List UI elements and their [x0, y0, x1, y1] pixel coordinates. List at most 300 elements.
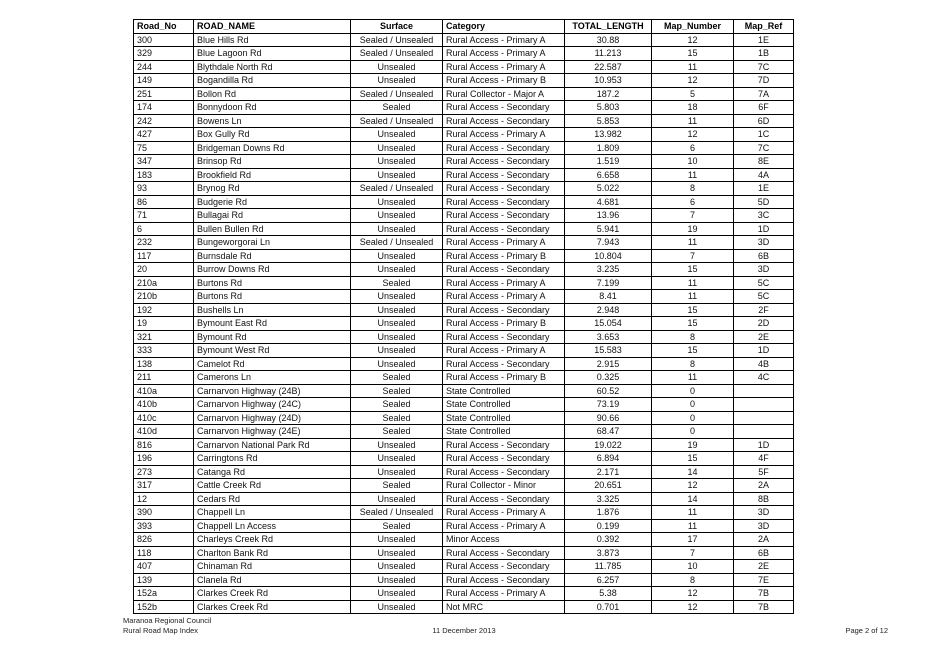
cell-map_ref: 2D [734, 317, 794, 331]
cell-road_no: 152a [134, 587, 194, 601]
cell-road_name: Charlton Bank Rd [194, 546, 351, 560]
cell-road_name: Budgerie Rd [194, 195, 351, 209]
cell-map_ref: 6B [734, 546, 794, 560]
road-index-table [133, 19, 794, 614]
table-row [134, 47, 794, 61]
cell-category: Rural Access - Primary A [443, 506, 565, 520]
cell-category: Rural Access - Secondary [443, 330, 565, 344]
cell-category: State Controlled [443, 411, 565, 425]
cell-category: Rural Access - Primary A [443, 519, 565, 533]
table-row [134, 249, 794, 263]
cell-map_number: 6 [652, 141, 734, 155]
cell-total_length: 90.66 [565, 411, 652, 425]
table-row [134, 236, 794, 250]
table-row [134, 33, 794, 47]
cell-road_name: Bymount West Rd [194, 344, 351, 358]
cell-map_ref: 2A [734, 533, 794, 547]
table-row [134, 371, 794, 385]
cell-road_name: Chappell Ln [194, 506, 351, 520]
cell-total_length: 11.785 [565, 560, 652, 574]
column-header-road_name: ROAD_NAME [194, 20, 351, 34]
cell-road_name: Clarkes Creek Rd [194, 587, 351, 601]
cell-road_no: 149 [134, 74, 194, 88]
table-row [134, 465, 794, 479]
cell-surface: Unsealed [351, 317, 443, 331]
cell-road_name: Carnarvon Highway (24E) [194, 425, 351, 439]
cell-map_number: 11 [652, 371, 734, 385]
cell-road_name: Charleys Creek Rd [194, 533, 351, 547]
cell-total_length: 1.876 [565, 506, 652, 520]
cell-road_no: 196 [134, 452, 194, 466]
cell-total_length: 0.325 [565, 371, 652, 385]
cell-map_number: 5 [652, 87, 734, 101]
cell-road_no: 183 [134, 168, 194, 182]
table-row [134, 560, 794, 574]
cell-category: Rural Access - Secondary [443, 438, 565, 452]
cell-surface: Sealed / Unsealed [351, 33, 443, 47]
cell-road_name: Cedars Rd [194, 492, 351, 506]
cell-map_ref: 1E [734, 182, 794, 196]
cell-surface: Sealed / Unsealed [351, 87, 443, 101]
cell-road_name: Burnsdale Rd [194, 249, 351, 263]
cell-map_number: 11 [652, 290, 734, 304]
cell-map_number: 12 [652, 587, 734, 601]
cell-map_number: 11 [652, 114, 734, 128]
cell-category: Rural Access - Secondary [443, 452, 565, 466]
cell-map_number: 11 [652, 506, 734, 520]
cell-road_name: Carnarvon Highway (24B) [194, 384, 351, 398]
cell-map_number: 8 [652, 182, 734, 196]
cell-total_length: 7.199 [565, 276, 652, 290]
cell-road_name: Blue Hills Rd [194, 33, 351, 47]
table-row [134, 438, 794, 452]
cell-surface: Unsealed [351, 492, 443, 506]
cell-road_name: Brinsop Rd [194, 155, 351, 169]
cell-road_no: 210b [134, 290, 194, 304]
table-row [134, 479, 794, 493]
cell-category: Rural Access - Primary A [443, 276, 565, 290]
cell-map_number: 7 [652, 546, 734, 560]
table-row [134, 101, 794, 115]
cell-category: Rural Access - Secondary [443, 573, 565, 587]
cell-map_ref: 5C [734, 290, 794, 304]
cell-road_no: 138 [134, 357, 194, 371]
table-row [134, 587, 794, 601]
cell-map_number: 11 [652, 60, 734, 74]
table-row [134, 155, 794, 169]
cell-road_no: 826 [134, 533, 194, 547]
cell-road_no: 117 [134, 249, 194, 263]
cell-road_no: 232 [134, 236, 194, 250]
cell-map_ref: 7C [734, 141, 794, 155]
cell-surface: Sealed / Unsealed [351, 47, 443, 61]
cell-map_ref: 7B [734, 600, 794, 614]
cell-surface: Sealed / Unsealed [351, 114, 443, 128]
cell-map_number: 11 [652, 276, 734, 290]
cell-total_length: 3.653 [565, 330, 652, 344]
cell-surface: Sealed [351, 398, 443, 412]
cell-map_ref: 3D [734, 263, 794, 277]
cell-map_number: 14 [652, 465, 734, 479]
cell-category: Rural Access - Secondary [443, 222, 565, 236]
cell-total_length: 5.941 [565, 222, 652, 236]
cell-map_number: 6 [652, 195, 734, 209]
cell-map_ref: 4C [734, 371, 794, 385]
table-row [134, 573, 794, 587]
footer-org-name: Maranoa Regional Council [123, 616, 212, 625]
cell-road_no: 192 [134, 303, 194, 317]
cell-total_length: 5.853 [565, 114, 652, 128]
cell-category: Rural Access - Secondary [443, 465, 565, 479]
table-row [134, 290, 794, 304]
cell-surface: Sealed [351, 371, 443, 385]
cell-map_ref: 6B [734, 249, 794, 263]
cell-surface: Unsealed [351, 573, 443, 587]
cell-surface: Sealed [351, 411, 443, 425]
cell-map_number: 12 [652, 33, 734, 47]
table-row [134, 114, 794, 128]
cell-road_name: Cattle Creek Rd [194, 479, 351, 493]
cell-category: Rural Access - Primary A [443, 290, 565, 304]
cell-category: Rural Access - Secondary [443, 182, 565, 196]
cell-category: Rural Collector - Major A [443, 87, 565, 101]
cell-map_ref: 7E [734, 573, 794, 587]
column-header-map_number: Map_Number [652, 20, 734, 34]
cell-surface: Unsealed [351, 587, 443, 601]
cell-map_ref: 8B [734, 492, 794, 506]
cell-road_name: Carnarvon Highway (24D) [194, 411, 351, 425]
cell-surface: Unsealed [351, 155, 443, 169]
table-row [134, 317, 794, 331]
cell-map_number: 11 [652, 236, 734, 250]
cell-map_number: 0 [652, 384, 734, 398]
cell-surface: Unsealed [351, 560, 443, 574]
cell-map_number: 8 [652, 573, 734, 587]
cell-surface: Unsealed [351, 600, 443, 614]
cell-road_no: 410b [134, 398, 194, 412]
cell-total_length: 8.41 [565, 290, 652, 304]
table-row [134, 411, 794, 425]
cell-map_ref: 2A [734, 479, 794, 493]
cell-road_no: 244 [134, 60, 194, 74]
cell-total_length: 6.658 [565, 168, 652, 182]
cell-road_name: Bridgeman Downs Rd [194, 141, 351, 155]
cell-total_length: 0.701 [565, 600, 652, 614]
footer-date: 11 December 2013 [432, 626, 496, 635]
cell-road_no: 427 [134, 128, 194, 142]
cell-map_ref: 7D [734, 74, 794, 88]
cell-surface: Unsealed [351, 60, 443, 74]
cell-road_name: Brookfield Rd [194, 168, 351, 182]
cell-category: Rural Access - Secondary [443, 492, 565, 506]
cell-category: Rural Access - Primary A [443, 587, 565, 601]
cell-road_no: 333 [134, 344, 194, 358]
cell-map_number: 10 [652, 155, 734, 169]
cell-map_number: 18 [652, 101, 734, 115]
column-header-road_no: Road_No [134, 20, 194, 34]
cell-total_length: 73.19 [565, 398, 652, 412]
cell-road_name: Bullagai Rd [194, 209, 351, 223]
cell-total_length: 0.392 [565, 533, 652, 547]
cell-map_ref: 8E [734, 155, 794, 169]
cell-map_number: 0 [652, 398, 734, 412]
cell-category: Rural Access - Secondary [443, 155, 565, 169]
cell-category: Rural Access - Primary B [443, 74, 565, 88]
table-row [134, 263, 794, 277]
cell-road_name: Bymount East Rd [194, 317, 351, 331]
cell-map_number: 12 [652, 128, 734, 142]
table-body [134, 33, 794, 614]
cell-total_length: 20.651 [565, 479, 652, 493]
cell-map_number: 0 [652, 411, 734, 425]
cell-map_number: 11 [652, 168, 734, 182]
table-row [134, 87, 794, 101]
cell-total_length: 0.199 [565, 519, 652, 533]
table-row [134, 533, 794, 547]
cell-road_no: 211 [134, 371, 194, 385]
cell-surface: Unsealed [351, 357, 443, 371]
cell-surface: Unsealed [351, 330, 443, 344]
table-row [134, 506, 794, 520]
cell-surface: Unsealed [351, 452, 443, 466]
cell-surface: Sealed / Unsealed [351, 506, 443, 520]
cell-category: Rural Access - Secondary [443, 560, 565, 574]
cell-total_length: 15.583 [565, 344, 652, 358]
cell-map_ref: 5D [734, 195, 794, 209]
cell-road_name: Bullen Bullen Rd [194, 222, 351, 236]
cell-category: Rural Access - Secondary [443, 114, 565, 128]
cell-road_no: 86 [134, 195, 194, 209]
cell-map_ref: 1D [734, 344, 794, 358]
cell-total_length: 187.2 [565, 87, 652, 101]
cell-map_ref: 6D [734, 114, 794, 128]
cell-category: Rural Access - Primary A [443, 344, 565, 358]
cell-map_number: 0 [652, 425, 734, 439]
cell-road_name: Bollon Rd [194, 87, 351, 101]
cell-map_number: 7 [652, 209, 734, 223]
cell-category: Rural Access - Secondary [443, 357, 565, 371]
cell-road_name: Bushells Ln [194, 303, 351, 317]
cell-surface: Sealed [351, 276, 443, 290]
column-header-surface: Surface [351, 20, 443, 34]
table-row [134, 600, 794, 614]
cell-total_length: 60.52 [565, 384, 652, 398]
cell-map_ref: 7B [734, 587, 794, 601]
cell-road_name: Chinaman Rd [194, 560, 351, 574]
cell-map_ref [734, 398, 794, 412]
cell-map_number: 12 [652, 479, 734, 493]
cell-road_no: 19 [134, 317, 194, 331]
cell-road_no: 93 [134, 182, 194, 196]
cell-road_name: Clarkes Creek Rd [194, 600, 351, 614]
cell-total_length: 13.982 [565, 128, 652, 142]
cell-category: Not MRC [443, 600, 565, 614]
cell-total_length: 5.803 [565, 101, 652, 115]
cell-road_no: 393 [134, 519, 194, 533]
table-row [134, 425, 794, 439]
cell-map_number: 19 [652, 222, 734, 236]
cell-surface: Unsealed [351, 74, 443, 88]
cell-road_no: 317 [134, 479, 194, 493]
cell-road_name: Bonnydoon Rd [194, 101, 351, 115]
cell-road_no: 210a [134, 276, 194, 290]
table-row [134, 209, 794, 223]
cell-map_ref: 1C [734, 128, 794, 142]
cell-map_number: 15 [652, 263, 734, 277]
cell-road_no: 390 [134, 506, 194, 520]
column-header-total_length: TOTAL_LENGTH [565, 20, 652, 34]
cell-total_length: 30.88 [565, 33, 652, 47]
cell-category: Rural Collector - Minor [443, 479, 565, 493]
table-header-row [134, 20, 794, 34]
cell-road_name: Catanga Rd [194, 465, 351, 479]
cell-surface: Sealed [351, 101, 443, 115]
table-row [134, 276, 794, 290]
cell-map_ref: 6F [734, 101, 794, 115]
cell-road_name: Camerons Ln [194, 371, 351, 385]
cell-road_name: Burtons Rd [194, 276, 351, 290]
cell-total_length: 11.213 [565, 47, 652, 61]
cell-category: Rural Access - Primary A [443, 33, 565, 47]
footer-page-number: Page 2 of 12 [845, 626, 888, 635]
cell-map_ref: 5C [734, 276, 794, 290]
cell-map_ref: 5F [734, 465, 794, 479]
cell-map_ref: 3D [734, 519, 794, 533]
table-row [134, 141, 794, 155]
cell-map_number: 8 [652, 357, 734, 371]
cell-surface: Unsealed [351, 128, 443, 142]
table-row [134, 519, 794, 533]
cell-total_length: 10.804 [565, 249, 652, 263]
cell-category: Minor Access [443, 533, 565, 547]
cell-road_name: Bogandilla Rd [194, 74, 351, 88]
cell-map_ref: 3D [734, 506, 794, 520]
cell-category: Rural Access - Primary A [443, 236, 565, 250]
table-row [134, 182, 794, 196]
cell-road_name: Box Gully Rd [194, 128, 351, 142]
cell-road_name: Burrow Downs Rd [194, 263, 351, 277]
cell-total_length: 3.235 [565, 263, 652, 277]
cell-map_number: 19 [652, 438, 734, 452]
footer-doc-name: Rural Road Map Index [123, 626, 199, 635]
cell-map_number: 15 [652, 303, 734, 317]
cell-total_length: 7.943 [565, 236, 652, 250]
cell-total_length: 3.873 [565, 546, 652, 560]
cell-map_number: 14 [652, 492, 734, 506]
cell-total_length: 2.171 [565, 465, 652, 479]
table-row [134, 384, 794, 398]
cell-map_ref: 4B [734, 357, 794, 371]
cell-surface: Unsealed [351, 533, 443, 547]
cell-map_ref: 2E [734, 330, 794, 344]
cell-map_ref: 3D [734, 236, 794, 250]
cell-map_ref: 2E [734, 560, 794, 574]
cell-map_ref: 1D [734, 438, 794, 452]
cell-surface: Unsealed [351, 438, 443, 452]
cell-total_length: 4.681 [565, 195, 652, 209]
cell-category: Rural Access - Secondary [443, 263, 565, 277]
cell-total_length: 3.325 [565, 492, 652, 506]
cell-road_name: Blythdale North Rd [194, 60, 351, 74]
cell-total_length: 1.519 [565, 155, 652, 169]
cell-road_name: Carringtons Rd [194, 452, 351, 466]
table-row [134, 303, 794, 317]
cell-map_ref: 7A [734, 87, 794, 101]
cell-category: State Controlled [443, 384, 565, 398]
cell-road_no: 75 [134, 141, 194, 155]
cell-surface: Sealed / Unsealed [351, 182, 443, 196]
cell-category: Rural Access - Primary A [443, 47, 565, 61]
cell-road_name: Camelot Rd [194, 357, 351, 371]
cell-road_no: 118 [134, 546, 194, 560]
cell-map_ref: 4A [734, 168, 794, 182]
table-row [134, 344, 794, 358]
cell-road_no: 12 [134, 492, 194, 506]
cell-category: Rural Access - Secondary [443, 195, 565, 209]
cell-category: Rural Access - Secondary [443, 101, 565, 115]
table-row [134, 195, 794, 209]
cell-map_ref: 1B [734, 47, 794, 61]
cell-road_name: Bungeworgorai Ln [194, 236, 351, 250]
cell-road_no: 6 [134, 222, 194, 236]
cell-category: Rural Access - Primary B [443, 249, 565, 263]
cell-category: Rural Access - Primary B [443, 371, 565, 385]
cell-total_length: 19.022 [565, 438, 652, 452]
column-header-map_ref: Map_Ref [734, 20, 794, 34]
cell-total_length: 5.38 [565, 587, 652, 601]
cell-surface: Unsealed [351, 303, 443, 317]
cell-map_ref [734, 411, 794, 425]
table-row [134, 398, 794, 412]
cell-road_no: 20 [134, 263, 194, 277]
cell-road_no: 71 [134, 209, 194, 223]
cell-map_ref: 4F [734, 452, 794, 466]
cell-map_ref: 7C [734, 60, 794, 74]
cell-map_number: 15 [652, 344, 734, 358]
cell-surface: Unsealed [351, 263, 443, 277]
table-row [134, 452, 794, 466]
cell-road_no: 174 [134, 101, 194, 115]
cell-map_number: 15 [652, 452, 734, 466]
cell-category: Rural Access - Primary A [443, 128, 565, 142]
cell-total_length: 2.948 [565, 303, 652, 317]
cell-total_length: 15.054 [565, 317, 652, 331]
cell-category: Rural Access - Primary A [443, 60, 565, 74]
cell-surface: Unsealed [351, 344, 443, 358]
cell-category: Rural Access - Secondary [443, 168, 565, 182]
cell-total_length: 5.022 [565, 182, 652, 196]
cell-total_length: 68.47 [565, 425, 652, 439]
cell-category: Rural Access - Secondary [443, 209, 565, 223]
table-row [134, 357, 794, 371]
cell-total_length: 22.587 [565, 60, 652, 74]
cell-road_name: Chappell Ln Access [194, 519, 351, 533]
cell-map_number: 7 [652, 249, 734, 263]
cell-surface: Unsealed [351, 195, 443, 209]
cell-map_ref: 1D [734, 222, 794, 236]
cell-road_no: 347 [134, 155, 194, 169]
table-row [134, 492, 794, 506]
cell-surface: Sealed [351, 425, 443, 439]
cell-road_no: 407 [134, 560, 194, 574]
cell-road_name: Carnarvon Highway (24C) [194, 398, 351, 412]
cell-surface: Unsealed [351, 209, 443, 223]
cell-road_name: Bymount Rd [194, 330, 351, 344]
cell-map_ref: 3C [734, 209, 794, 223]
cell-road_name: Clanela Rd [194, 573, 351, 587]
cell-map_number: 10 [652, 560, 734, 574]
table-row [134, 330, 794, 344]
